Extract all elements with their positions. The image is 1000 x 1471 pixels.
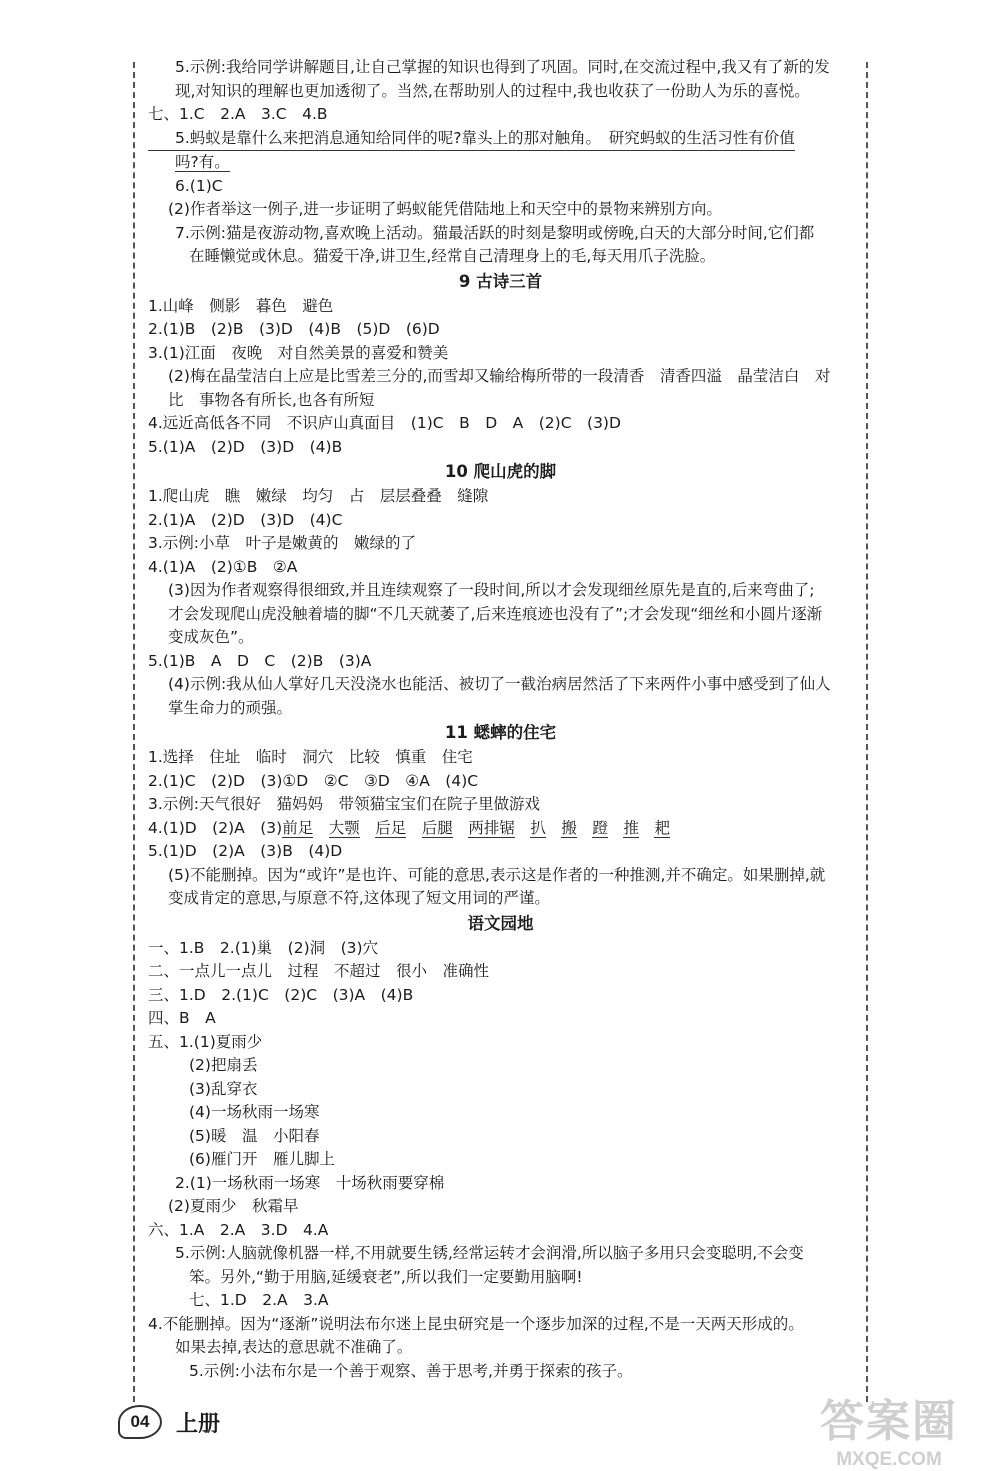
page-number-badge: 04	[118, 1405, 162, 1439]
answer-line: (2)作者举这一例子,进一步证明了蚂蚁能凭借陆地上和天空中的景物来辨别方向。	[168, 200, 722, 218]
answer-line	[148, 1383, 853, 1407]
answer-line: 六、1.A 2.A 3.D 4.A	[148, 1220, 329, 1239]
answer-line: 5.(1)D (2)A (3)B (4)D	[148, 842, 343, 860]
answer-line: 笨。另外,“勤于用脑,延缓衰老”,所以我们一定要勤用脑啊!	[189, 1267, 583, 1286]
answer-line: 5.示例:小法布尔是一个善于观察、善于思考,并勇于探索的孩子。	[189, 1361, 633, 1380]
answer-line: 七、1.D 2.A 3.A	[189, 1291, 329, 1309]
underlined-answer: 耙	[654, 818, 670, 837]
left-margin-rule	[133, 62, 135, 1402]
section-heading: 9 古诗三首	[458, 271, 543, 291]
answer-line: 2.(1)一场秋雨一场寒 十场秋雨要穿棉	[175, 1173, 445, 1192]
answer-line: 6.(1)C	[175, 176, 223, 195]
answer-line: 变成肯定的意思,与原意不符,这体现了短文用词的严谨。	[168, 889, 550, 907]
underlined-answer: 推	[623, 818, 639, 837]
answer-line: 三、1.D 2.(1)C (2)C (3)A (4)B	[148, 985, 414, 1004]
right-margin-rule	[866, 62, 868, 1402]
answer-line: 七、1.C 2.A 3.C 4.B	[148, 105, 328, 123]
page-footer	[118, 1405, 220, 1439]
answer-line	[148, 817, 853, 841]
underlined-answer: 蹬	[592, 818, 608, 837]
answer-line: (5)暖 温 小阳春	[189, 1126, 320, 1145]
watermark-text: 答案圈	[820, 1396, 958, 1447]
answer-line: 现,对知识的理解也更加透彻了。当然,在帮助别人的过程中,我也收获了一份助人为乐的喜悦。	[175, 81, 810, 100]
underlined-answer: 扒	[530, 818, 546, 837]
answer-line: 4.远近高低各不同 不识庐山真面目 (1)C B D A (2)C (3)D	[148, 414, 621, 432]
answer-line: (4)一场秋雨一场寒	[189, 1103, 320, 1121]
answer-line: 3.示例:小草 叶子是嫩黄的 嫩绿的了	[148, 534, 417, 552]
answer-line	[148, 151, 853, 175]
underlined-answer: 后腿	[421, 818, 453, 837]
answer-line: 7.示例:猫是夜游动物,喜欢晚上活动。猫最活跃的时刻是黎明或傍晚,白天的大部分时间,它们都	[175, 223, 815, 242]
answer-line: (5)不能删掉。因为“或许”是也许、可能的意思,表示这是作者的一种推测,并不确定。如果删掉,就	[168, 865, 826, 884]
answer-line: 变成灰色”。	[168, 628, 254, 646]
answer-line: 3.示例:天气很好 猫妈妈 带领猫宝宝们在院子里做游戏	[148, 795, 541, 813]
answer-line: 5.蚂蚁是靠什么来把消息通知给同伴的呢?靠头上的那对触角。 研究蚂蚁的生活习性有价值	[148, 127, 795, 152]
answer-line: 二、一点儿一点儿 过程 不超过 很小 准确性	[148, 962, 490, 980]
answer-line: (3)乱穿衣	[189, 1079, 258, 1098]
section-heading: 10 爬山虎的脚	[444, 462, 557, 481]
answer-line: 一、1.B 2.(1)巢 (2)洞 (3)穴	[148, 938, 379, 957]
answer-line: 2.(1)A (2)D (3)D (4)C	[148, 510, 343, 529]
answer-line: 四、B A	[148, 1009, 216, 1027]
answer-line: 如果去掉,表达的意思就不准确了。	[175, 1338, 413, 1356]
answer-line: 2.(1)C (2)D (3)①D ②C ③D ④A (4)C	[148, 771, 479, 790]
answer-line: (6)雁门开 雁儿脚上	[189, 1150, 335, 1168]
underlined-answer: 吗?有。	[175, 153, 230, 171]
answer-line: 1.山峰 侧影 暮色 避色	[148, 296, 334, 315]
answer-line: 1.选择 住址 临时 洞穴 比较 慎重 住宅	[148, 748, 473, 766]
answer-line: (2)梅在晶莹洁白上应是比雪差三分的,而雪却又输给梅所带的一段清香 清香四溢 晶莹洁白 对	[168, 367, 831, 385]
answer-line: 1.爬山虎 瞧 嫩绿 均匀 占 层层叠叠 缝隙	[148, 487, 489, 505]
underlined-answer: 前足	[282, 818, 314, 837]
answer-line: 比 事物各有所长,也各有所短	[168, 390, 375, 409]
watermark-logo	[820, 1385, 958, 1471]
answer-line: 5.示例:人脑就像机器一样,不用就要生锈,经常运转才会润滑,所以脑子多用只会变聪明,不会变	[175, 1244, 804, 1262]
answer-line: 才会发现爬山虎没触着墙的脚“不几天就萎了,后来连痕迹也没有了”;才会发现“细丝和小圆片逐渐	[168, 604, 823, 623]
answer-line: 掌生命力的顽强。	[168, 698, 293, 717]
answer-prefix: 4.(1)D (2)A (3)	[148, 818, 283, 837]
answer-line: (2)把扇丢	[189, 1056, 258, 1074]
answer-line: (2)夏雨少 秋霜早	[168, 1197, 299, 1215]
section-heading: 11 蟋蟀的住宅	[444, 723, 557, 742]
answer-line: (4)示例:我从仙人掌好几天没浇水也能活、被切了一截治病居然活了下来两件小事中感受到了仙人	[168, 675, 831, 693]
answer-line: 4.(1)A (2)①B ②A	[148, 557, 298, 576]
answer-line: 5.示例:我给同学讲解题目,让自己掌握的知识也得到了巩固。同时,在交流过程中,我又有了新的发	[175, 58, 830, 76]
answer-line: 3.(1)江面 夜晚 对自然美景的喜爱和赞美	[148, 343, 449, 362]
underlined-answer: 搬	[561, 818, 577, 837]
watermark-url: MXQE.COM	[836, 1449, 942, 1470]
answer-line: 2.(1)B (2)B (3)D (4)B (5)D (6)D	[148, 320, 440, 338]
answer-line: 5.(1)A (2)D (3)D (4)B	[148, 437, 343, 456]
answer-line: 5.(1)B A D C (2)B (3)A	[148, 651, 372, 670]
answer-line: (3)因为作者观察得很细致,并且连续观察了一段时间,所以才会发现细丝原先是直的,后来弯曲了;	[168, 581, 815, 599]
volume-label: 上册	[176, 1411, 221, 1437]
underlined-answer: 两排锯	[468, 818, 515, 837]
answer-line: 在睡懒觉或休息。猫爱干净,讲卫生,经常自己清理身上的毛,每天用爪子洗脸。	[189, 247, 716, 265]
answer-line: 4.不能删掉。因为“逐渐”说明法布尔迷上昆虫研究是一个逐步加深的过程,不是一天两天形成的。	[148, 1314, 804, 1333]
answer-line: 五、1.(1)夏雨少	[148, 1032, 263, 1051]
section-heading: 语文园地	[467, 913, 534, 933]
answer-content	[148, 56, 853, 1407]
underlined-answer: 大颚	[328, 818, 360, 837]
underlined-answer: 后足	[375, 818, 407, 837]
